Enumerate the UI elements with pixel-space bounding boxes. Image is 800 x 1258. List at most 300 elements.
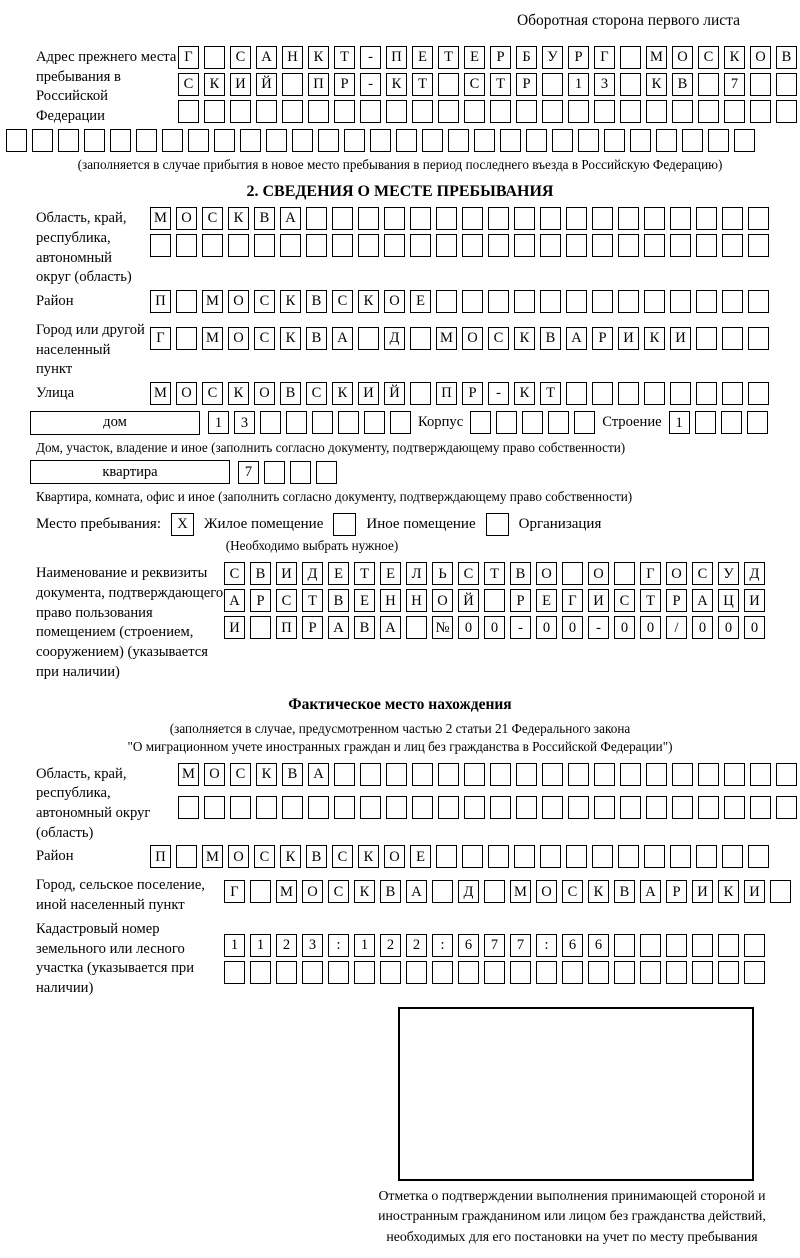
char-cell[interactable]: М [646,46,667,69]
char-cell[interactable] [410,327,431,350]
char-cell[interactable] [318,129,339,152]
char-cell[interactable]: Ь [432,562,453,585]
char-cell[interactable]: К [280,290,301,313]
char-cell[interactable] [306,207,327,230]
char-cell[interactable] [292,129,313,152]
char-cell[interactable]: Е [410,290,431,313]
char-cell[interactable] [594,100,615,123]
char-cell[interactable]: М [150,207,171,230]
char-cell[interactable]: И [230,73,251,96]
char-cell[interactable] [230,796,251,819]
char-cell[interactable] [364,411,385,434]
char-cell[interactable] [406,616,427,639]
char-cell[interactable] [464,763,485,786]
char-cell[interactable] [536,961,557,984]
char-cell[interactable] [696,290,717,313]
char-cell[interactable]: С [276,589,297,612]
char-cell[interactable] [370,129,391,152]
char-cell[interactable] [32,129,53,152]
char-cell[interactable] [640,934,661,957]
char-cell[interactable] [568,796,589,819]
char-cell[interactable] [696,234,717,257]
char-cell[interactable]: 0 [458,616,479,639]
char-cell[interactable]: С [254,290,275,313]
char-cell[interactable] [526,129,547,152]
char-cell[interactable] [614,961,635,984]
char-cell[interactable] [496,411,517,434]
char-cell[interactable]: К [354,880,375,903]
char-cell[interactable]: Г [178,46,199,69]
char-cell[interactable] [722,327,743,350]
char-cell[interactable]: : [328,934,349,957]
char-cell[interactable] [150,234,171,257]
char-cell[interactable]: М [276,880,297,903]
char-cell[interactable] [776,100,797,123]
char-cell[interactable]: В [672,73,693,96]
char-cell[interactable] [670,845,691,868]
char-cell[interactable]: С [488,327,509,350]
char-cell[interactable]: 1 [669,411,690,434]
char-cell[interactable] [592,234,613,257]
char-cell[interactable]: К [718,880,739,903]
char-cell[interactable]: А [328,616,349,639]
char-cell[interactable]: О [536,880,557,903]
char-cell[interactable] [290,461,311,484]
char-cell[interactable] [630,129,651,152]
char-cell[interactable]: - [488,382,509,405]
char-cell[interactable] [568,100,589,123]
char-cell[interactable]: Р [302,616,323,639]
char-cell[interactable] [438,763,459,786]
char-cell[interactable]: 0 [692,616,713,639]
char-cell[interactable]: Г [224,880,245,903]
char-cell[interactable] [748,382,769,405]
char-cell[interactable]: 7 [238,461,259,484]
char-cell[interactable]: М [178,763,199,786]
char-cell[interactable] [734,129,755,152]
char-cell[interactable]: К [332,382,353,405]
char-cell[interactable]: И [744,880,765,903]
char-cell[interactable] [776,73,797,96]
char-cell[interactable] [490,763,511,786]
char-cell[interactable] [748,845,769,868]
char-cell[interactable] [698,73,719,96]
char-cell[interactable] [776,763,797,786]
char-cell[interactable]: В [306,290,327,313]
char-cell[interactable] [592,207,613,230]
char-cell[interactable] [618,234,639,257]
char-cell[interactable] [282,73,303,96]
char-cell[interactable] [354,961,375,984]
char-cell[interactable]: 7 [724,73,745,96]
char-cell[interactable]: П [386,46,407,69]
char-cell[interactable] [698,763,719,786]
char-cell[interactable]: С [254,327,275,350]
char-cell[interactable] [338,411,359,434]
char-cell[interactable] [406,961,427,984]
char-cell[interactable] [514,207,535,230]
char-cell[interactable] [618,382,639,405]
char-cell[interactable] [646,100,667,123]
char-cell[interactable] [228,234,249,257]
char-cell[interactable] [462,234,483,257]
char-cell[interactable] [562,562,583,585]
char-cell[interactable]: : [432,934,453,957]
char-cell[interactable]: К [588,880,609,903]
char-cell[interactable] [724,763,745,786]
char-cell[interactable] [696,845,717,868]
char-cell[interactable]: Г [150,327,171,350]
char-cell[interactable] [432,961,453,984]
char-cell[interactable]: В [306,327,327,350]
char-cell[interactable]: О [672,46,693,69]
char-cell[interactable]: С [328,880,349,903]
char-cell[interactable]: 1 [208,411,229,434]
char-cell[interactable]: 6 [562,934,583,957]
char-cell[interactable] [708,129,729,152]
char-cell[interactable] [552,129,573,152]
char-cell[interactable]: М [510,880,531,903]
char-cell[interactable] [410,382,431,405]
char-cell[interactable] [594,796,615,819]
char-cell[interactable] [488,845,509,868]
char-cell[interactable] [618,290,639,313]
char-cell[interactable]: С [230,763,251,786]
char-cell[interactable] [516,763,537,786]
char-cell[interactable] [436,845,457,868]
char-cell[interactable] [666,961,687,984]
char-cell[interactable]: Е [464,46,485,69]
char-cell[interactable] [334,100,355,123]
char-cell[interactable] [568,763,589,786]
char-cell[interactable] [410,207,431,230]
char-cell[interactable] [542,796,563,819]
char-cell[interactable] [644,207,665,230]
char-cell[interactable] [58,129,79,152]
char-cell[interactable] [176,290,197,313]
char-cell[interactable]: 6 [588,934,609,957]
char-cell[interactable]: № [432,616,453,639]
char-cell[interactable] [566,845,587,868]
char-cell[interactable]: 7 [484,934,505,957]
char-cell[interactable]: Р [250,589,271,612]
char-cell[interactable] [721,411,742,434]
char-cell[interactable]: В [282,763,303,786]
char-cell[interactable] [360,100,381,123]
char-cell[interactable] [306,234,327,257]
char-cell[interactable] [386,763,407,786]
char-cell[interactable] [224,961,245,984]
char-cell[interactable]: 1 [568,73,589,96]
char-cell[interactable]: Г [562,589,583,612]
char-cell[interactable]: С [306,382,327,405]
char-cell[interactable] [692,961,713,984]
char-cell[interactable] [724,100,745,123]
char-cell[interactable]: П [436,382,457,405]
char-cell[interactable] [334,763,355,786]
char-cell[interactable] [386,796,407,819]
char-cell[interactable] [204,100,225,123]
char-cell[interactable] [470,411,491,434]
char-cell[interactable] [390,411,411,434]
char-cell[interactable]: О [432,589,453,612]
char-cell[interactable] [644,845,665,868]
char-cell[interactable] [574,411,595,434]
char-cell[interactable] [462,290,483,313]
char-cell[interactable]: Т [438,46,459,69]
char-cell[interactable]: А [256,46,277,69]
char-cell[interactable] [250,880,271,903]
char-cell[interactable] [540,290,561,313]
char-cell[interactable] [724,796,745,819]
char-cell[interactable] [202,234,223,257]
char-cell[interactable]: 0 [718,616,739,639]
char-cell[interactable] [282,796,303,819]
char-cell[interactable]: Г [640,562,661,585]
char-cell[interactable] [84,129,105,152]
char-cell[interactable] [286,411,307,434]
char-cell[interactable]: 0 [562,616,583,639]
char-cell[interactable]: К [724,46,745,69]
char-cell[interactable] [510,961,531,984]
char-cell[interactable] [542,100,563,123]
char-cell[interactable] [280,234,301,257]
char-cell[interactable] [540,234,561,257]
char-cell[interactable] [474,129,495,152]
char-cell[interactable]: О [536,562,557,585]
char-cell[interactable] [672,763,693,786]
char-cell[interactable] [256,796,277,819]
char-cell[interactable]: Р [666,589,687,612]
char-cell[interactable]: 0 [640,616,661,639]
char-cell[interactable]: Р [462,382,483,405]
char-cell[interactable] [722,845,743,868]
char-cell[interactable] [316,461,337,484]
char-cell[interactable] [490,796,511,819]
char-cell[interactable]: К [646,73,667,96]
char-cell[interactable] [500,129,521,152]
char-cell[interactable] [250,616,271,639]
char-cell[interactable] [312,411,333,434]
char-cell[interactable] [618,207,639,230]
char-cell[interactable] [770,880,791,903]
char-cell[interactable] [344,129,365,152]
char-cell[interactable] [618,845,639,868]
char-cell[interactable]: Д [384,327,405,350]
char-cell[interactable] [436,207,457,230]
char-cell[interactable] [672,796,693,819]
char-cell[interactable]: В [280,382,301,405]
char-cell[interactable]: Е [412,46,433,69]
char-cell[interactable]: К [256,763,277,786]
char-cell[interactable] [360,796,381,819]
char-cell[interactable] [438,73,459,96]
char-cell[interactable]: С [332,845,353,868]
char-cell[interactable] [692,934,713,957]
char-cell[interactable]: А [224,589,245,612]
char-cell[interactable] [614,562,635,585]
char-cell[interactable] [412,796,433,819]
char-cell[interactable] [334,796,355,819]
char-cell[interactable]: - [510,616,531,639]
char-cell[interactable]: Ц [718,589,739,612]
char-cell[interactable]: 6 [458,934,479,957]
char-cell[interactable] [640,961,661,984]
char-cell[interactable] [178,796,199,819]
char-cell[interactable]: С [202,382,223,405]
char-cell[interactable] [516,100,537,123]
char-cell[interactable]: Т [354,562,375,585]
char-cell[interactable] [214,129,235,152]
char-cell[interactable] [566,382,587,405]
char-cell[interactable]: А [640,880,661,903]
char-cell[interactable]: Р [510,589,531,612]
char-cell[interactable] [266,129,287,152]
char-cell[interactable] [136,129,157,152]
char-cell[interactable]: Г [594,46,615,69]
char-cell[interactable] [462,207,483,230]
char-cell[interactable] [578,129,599,152]
char-cell[interactable] [436,234,457,257]
char-cell[interactable] [670,207,691,230]
char-cell[interactable] [566,207,587,230]
char-cell[interactable] [722,234,743,257]
char-cell[interactable]: С [562,880,583,903]
char-cell[interactable]: В [614,880,635,903]
char-cell[interactable]: Д [744,562,765,585]
char-cell[interactable]: В [510,562,531,585]
char-cell[interactable] [696,207,717,230]
char-cell[interactable]: Т [302,589,323,612]
char-cell[interactable] [748,290,769,313]
char-cell[interactable]: Д [458,880,479,903]
char-cell[interactable]: И [670,327,691,350]
char-cell[interactable] [566,234,587,257]
char-cell[interactable] [464,100,485,123]
char-cell[interactable] [384,207,405,230]
char-cell[interactable] [178,100,199,123]
char-cell[interactable]: И [588,589,609,612]
char-cell[interactable] [698,796,719,819]
char-cell[interactable]: Е [536,589,557,612]
char-cell[interactable] [620,763,641,786]
char-cell[interactable] [748,327,769,350]
char-cell[interactable] [670,290,691,313]
char-cell[interactable] [540,845,561,868]
char-cell[interactable]: С [178,73,199,96]
char-cell[interactable]: К [514,382,535,405]
char-cell[interactable]: С [698,46,719,69]
char-cell[interactable]: Д [302,562,323,585]
char-cell[interactable] [604,129,625,152]
char-cell[interactable] [620,46,641,69]
char-cell[interactable] [747,411,768,434]
char-cell[interactable] [750,100,771,123]
char-cell[interactable]: 2 [406,934,427,957]
char-cell[interactable] [458,961,479,984]
char-cell[interactable]: К [228,207,249,230]
char-cell[interactable] [540,207,561,230]
char-cell[interactable]: К [358,290,379,313]
char-cell[interactable]: А [380,616,401,639]
char-cell[interactable]: Н [282,46,303,69]
char-cell[interactable] [748,207,769,230]
char-cell[interactable]: С [230,46,251,69]
char-cell[interactable] [666,934,687,957]
char-cell[interactable]: О [204,763,225,786]
char-cell[interactable] [548,411,569,434]
char-cell[interactable]: 1 [224,934,245,957]
char-cell[interactable] [750,73,771,96]
char-cell[interactable] [750,763,771,786]
organization-checkbox[interactable] [486,513,509,536]
char-cell[interactable] [562,961,583,984]
char-cell[interactable]: О [384,845,405,868]
char-cell[interactable] [614,934,635,957]
char-cell[interactable]: А [692,589,713,612]
char-cell[interactable] [282,100,303,123]
char-cell[interactable] [384,234,405,257]
char-cell[interactable]: А [308,763,329,786]
char-cell[interactable]: О [302,880,323,903]
char-cell[interactable] [722,207,743,230]
char-cell[interactable] [656,129,677,152]
char-cell[interactable] [644,234,665,257]
char-cell[interactable] [722,290,743,313]
char-cell[interactable]: Т [484,562,505,585]
char-cell[interactable] [542,763,563,786]
char-cell[interactable]: Й [384,382,405,405]
char-cell[interactable] [464,796,485,819]
char-cell[interactable] [412,100,433,123]
char-cell[interactable]: Т [490,73,511,96]
char-cell[interactable]: 2 [380,934,401,957]
char-cell[interactable] [670,382,691,405]
char-cell[interactable] [438,100,459,123]
char-cell[interactable] [410,234,431,257]
char-cell[interactable] [514,290,535,313]
char-cell[interactable]: С [692,562,713,585]
char-cell[interactable]: В [254,207,275,230]
char-cell[interactable]: С [458,562,479,585]
char-cell[interactable] [718,961,739,984]
char-cell[interactable] [620,100,641,123]
char-cell[interactable]: О [228,845,249,868]
char-cell[interactable]: П [276,616,297,639]
char-cell[interactable] [250,961,271,984]
char-cell[interactable]: К [358,845,379,868]
char-cell[interactable]: 7 [510,934,531,957]
char-cell[interactable] [256,100,277,123]
char-cell[interactable]: Л [406,562,427,585]
char-cell[interactable]: А [566,327,587,350]
char-cell[interactable]: - [360,46,381,69]
char-cell[interactable]: С [254,845,275,868]
char-cell[interactable]: Т [540,382,561,405]
residential-checkbox[interactable]: X [171,513,194,536]
char-cell[interactable]: Н [406,589,427,612]
char-cell[interactable] [514,234,535,257]
char-cell[interactable] [162,129,183,152]
char-cell[interactable]: О [176,207,197,230]
char-cell[interactable] [488,234,509,257]
char-cell[interactable]: И [358,382,379,405]
char-cell[interactable]: В [354,616,375,639]
char-cell[interactable]: М [202,327,223,350]
char-cell[interactable] [748,234,769,257]
char-cell[interactable]: В [306,845,327,868]
char-cell[interactable]: М [150,382,171,405]
